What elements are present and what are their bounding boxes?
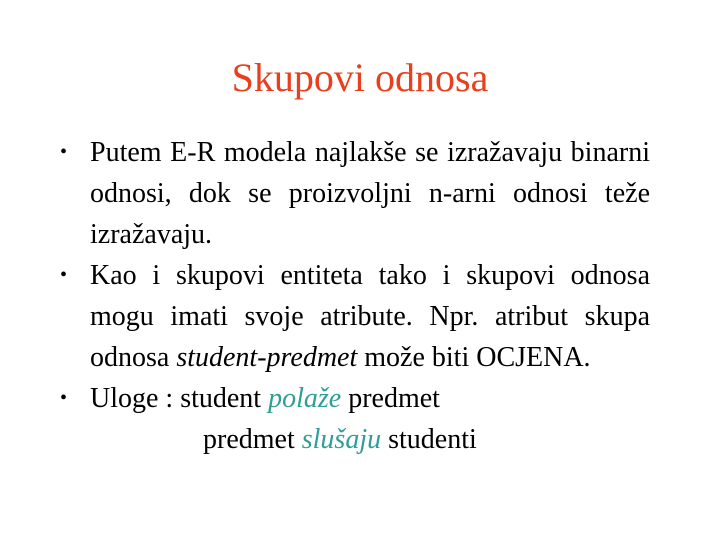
bullet-dot-icon: • [60,141,68,163]
bullet-item-attributes [60,255,650,378]
bullet-text: Putem E-R modela najlakše se izražavaju binarni odnosi, dok se proizvoljni n-arni odnosi teže izražavaju. [90,137,650,250]
bullet-list [60,132,650,460]
italic-term: student-predmet [176,342,358,373]
bullet-item-er-model [60,132,650,255]
roles-line-2 [90,419,650,460]
bullet-item-roles [60,378,650,460]
roles-line-1 [90,383,440,414]
bullet-dot-icon: • [60,387,68,409]
role-verb-slusaju: slušaju [301,424,382,455]
bullet-text: Kao i skupovi entiteta tako i skupovi odnosa mogu imati svoje atribute. Npr. atribut skupa odnosa [90,260,650,373]
roles-line-2-end: studenti [381,424,477,455]
bullet-dot-icon: • [60,264,68,286]
roles-line-2-start: predmet [203,424,302,455]
role-verb-polaze: polaže [268,383,342,414]
roles-line-1-end: predmet [341,383,440,414]
bullet-text-end: može biti OCJENA. [357,342,591,373]
roles-line-1-start: Uloge : student [90,383,269,414]
slide-title: Skupovi odnosa [231,55,489,100]
